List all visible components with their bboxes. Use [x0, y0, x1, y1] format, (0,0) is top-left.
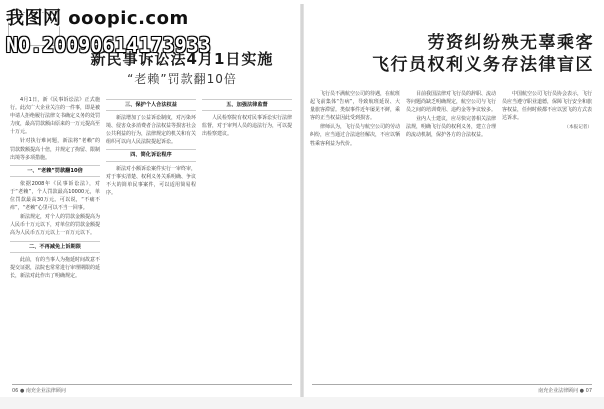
paragraph: 业内人士建议，应尽快完善相关法律法规，明确飞行员的权利义务，建立合理的流动机制，保护各方的合法权益。 [406, 116, 497, 139]
paragraph: 4月1日，新《民事诉讼法》正式施行。此次广大企业关注的一件事，即是被申请人拒绝履行法律文书确定义务的处罚力度，最高罚款额由原来的一万元提高至十万元。 [10, 97, 101, 136]
paragraph: 新法对小额诉讼案件实行一审终审，对于事实清楚、权利义务关系明确、争议不大的简单民事案件，可以适用简易程序。 [106, 165, 197, 196]
right-headline [344, 32, 594, 76]
left-column-1 [10, 96, 100, 281]
left-column-2 [106, 96, 196, 281]
right-page [304, 4, 600, 397]
right-column-2 [406, 90, 496, 149]
right-column-1 [310, 90, 400, 149]
paragraph: 人民检察院有权对民事诉讼实行法律监督，对于审判人员的违法行为，可以提出检察建议。 [202, 115, 293, 138]
paragraph: 目前我国法律对飞行员的辞职、流动等问题尚缺乏明确规定，航空公司与飞行员之间的培训费用、违约金等争议较多。 [406, 91, 497, 114]
paragraph: 中国航空公司飞行员协会表示，飞行员应当遵守职业道德，保障飞行安全和旅客权益，任何时候都不应以罢飞的方式表达诉求。 [502, 91, 593, 122]
right-headline-line1: 劳资纠纷殃无辜乘客 [427, 33, 594, 53]
right-headline-line2: 飞行员权利义务存法律盲区 [372, 55, 594, 75]
section-heading: 一、“老赖”罚款翻10倍 [10, 165, 100, 177]
paragraph: 依据2008年《民事诉讼法》，对于“老赖”，个人罚款最高10000元，单位罚款最高30万元。可以说，“不痛不痒”，“老赖”心里可以不当一回事。 [10, 180, 100, 212]
paragraph: 飞行员不满航空公司的待遇，在航班起飞前集体“告病”，导致航班延误、大量旅客滞留。类似事件近年屡见不鲜，乘客的正当权益因此受到损害。 [310, 91, 401, 122]
paragraph: 针对执行难问题，新法将“老赖”的罚款数额提高十倍，并规定了拘留、限制出境等多项措施。 [10, 138, 101, 161]
paragraph: 新法增加了公益诉讼制度，对污染环境、侵害众多消费者合法权益等损害社会公共利益的行为，法律规定的机关和有关组织可以向人民法院提起诉讼。 [106, 115, 197, 146]
right-footer: 南充企业法律顾问 ● 07 [312, 384, 592, 394]
left-columns [10, 96, 292, 281]
section-heading: 三、保护个人合法权益 [106, 99, 196, 111]
left-subheadline: “老赖”罚款翻10倍 [127, 72, 237, 86]
bottom-band [0, 397, 604, 409]
left-page [4, 4, 300, 397]
paragraph: 此前，有的当事人为拖延时间故意不提交证据，法院也常常进行审理期限的延长，新法对此作出了明确规定。 [10, 256, 101, 279]
watermark-site: 我图网 ooopic.com [6, 8, 189, 29]
section-heading: 四、简化诉讼程序 [106, 149, 196, 161]
right-column-3 [502, 90, 592, 149]
left-column-3 [202, 96, 292, 281]
left-headline: 新民事诉讼法4月1日实施 [90, 50, 274, 68]
right-columns [310, 90, 592, 149]
section-heading: 五、加强法律监督 [202, 99, 292, 111]
watermark-number: NO.20090614173933 [6, 33, 211, 57]
paragraph: 律师认为，飞行员与航空公司的劳动纠纷，应当通过合法途径解决，不应以牺牲乘客利益为代价。 [310, 124, 401, 147]
paragraph: 新法规定，对个人的罚款金额提高为人民币十万元以下，对单位的罚款金额提高为人民币五万元以上一百万元以下。 [10, 214, 101, 237]
section-heading: 二、不再减免上诉期限 [10, 241, 100, 253]
author-credit: （本报记者） [564, 125, 592, 131]
left-footer: 06 ● 南充企业法律顾问 [12, 384, 292, 394]
